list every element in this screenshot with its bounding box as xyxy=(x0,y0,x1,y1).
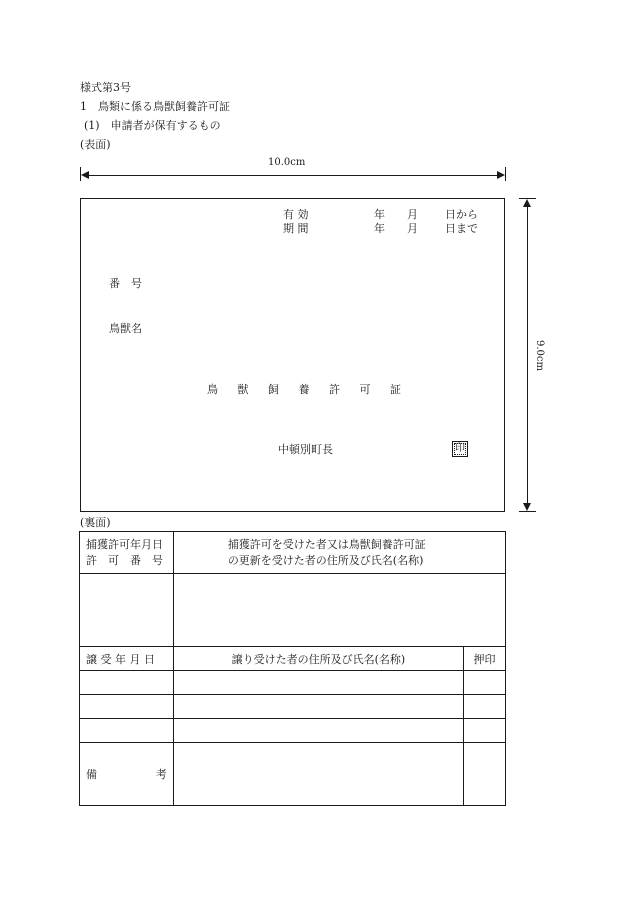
remarks-label-1: 備 xyxy=(86,768,97,781)
width-dimension-label: 10.0cm xyxy=(268,157,306,168)
validity-label-2: 期 間 xyxy=(283,222,309,235)
validity-from-year: 年 xyxy=(374,208,385,221)
card-title: 鳥 獣 飼 養 許 可 証 xyxy=(207,383,409,396)
remarks-row xyxy=(80,743,506,806)
validity-from-month: 月 xyxy=(407,208,418,221)
table-header-row xyxy=(80,532,506,574)
seal-cell[interactable] xyxy=(464,671,506,695)
validity-until-day: 日まで xyxy=(445,222,478,235)
transferee-header-text: 譲り受けた者の住所及び氏名(名称) xyxy=(231,652,406,666)
table-row xyxy=(80,695,506,719)
license-card-front xyxy=(80,198,505,512)
transfer-date-cell[interactable] xyxy=(80,719,174,743)
width-tick-right xyxy=(505,167,506,181)
validity-until-month: 月 xyxy=(407,222,418,235)
transferee-cell[interactable] xyxy=(173,695,463,719)
subsection-title: (1) 申請者が保有するもの xyxy=(84,119,221,132)
transferee-cell[interactable] xyxy=(173,671,463,695)
width-arrow-right-icon xyxy=(497,171,505,179)
validity-until-year: 年 xyxy=(374,222,385,235)
height-dimension-label: 9.0cm xyxy=(534,340,545,371)
transfer-date-header-text: 譲 受 年 月 日 xyxy=(86,652,155,666)
table-row xyxy=(80,671,506,695)
seal-header-text: 押印 xyxy=(473,652,496,666)
issuer-label: 中頓別町長 xyxy=(278,443,333,456)
remarks-label-2: 考 xyxy=(155,768,167,781)
transfer-date-cell[interactable] xyxy=(80,671,174,695)
seal-cell[interactable] xyxy=(464,719,506,743)
transferee-header xyxy=(173,647,463,671)
height-arrow-down-icon xyxy=(523,503,531,511)
back-record-table xyxy=(79,531,506,806)
transfer-header-row xyxy=(80,647,506,671)
seal-mark: 印 xyxy=(452,441,468,457)
holder-header-line1: 捕獲許可を受けた者又は鳥獣飼養許可証 xyxy=(227,537,426,551)
remarks-cell[interactable] xyxy=(173,743,463,806)
height-arrow-up-icon xyxy=(523,199,531,207)
species-label: 鳥獣名 xyxy=(109,322,142,335)
front-label: (表面) xyxy=(80,138,111,151)
width-dimension-line xyxy=(84,175,502,176)
transfer-date-header xyxy=(80,647,174,671)
transferee-cell[interactable] xyxy=(173,719,463,743)
section-title: 1 鳥類に係る鳥獣飼養許可証 xyxy=(80,100,230,113)
table-row xyxy=(80,574,506,647)
holder-address-name-header xyxy=(173,532,505,574)
number-label: 番 号 xyxy=(109,277,142,290)
holder-address-name-cell[interactable] xyxy=(173,574,505,647)
remarks-header xyxy=(80,743,174,806)
permit-date-number-header xyxy=(80,532,174,574)
permit-date-header-text: 捕獲許可年月日 xyxy=(86,537,163,551)
permit-date-number-cell[interactable] xyxy=(80,574,174,647)
seal-cell[interactable] xyxy=(464,695,506,719)
form-number: 様式第3号 xyxy=(80,81,131,94)
height-dimension-line xyxy=(527,202,528,507)
validity-label-1: 有 効 xyxy=(283,208,309,221)
remarks-seal-cell[interactable] xyxy=(464,743,506,806)
back-label: (裏面) xyxy=(80,516,111,529)
permit-number-header-text: 許 可 番 号 xyxy=(86,553,163,567)
holder-header-line2: の更新を受けた者の住所及び氏名(名称) xyxy=(227,553,424,567)
seal-header xyxy=(464,647,506,671)
height-tick-bottom xyxy=(519,511,536,512)
transfer-date-cell[interactable] xyxy=(80,695,174,719)
validity-from-day: 日から xyxy=(445,208,478,221)
width-arrow-left-icon xyxy=(81,171,89,179)
table-row xyxy=(80,719,506,743)
